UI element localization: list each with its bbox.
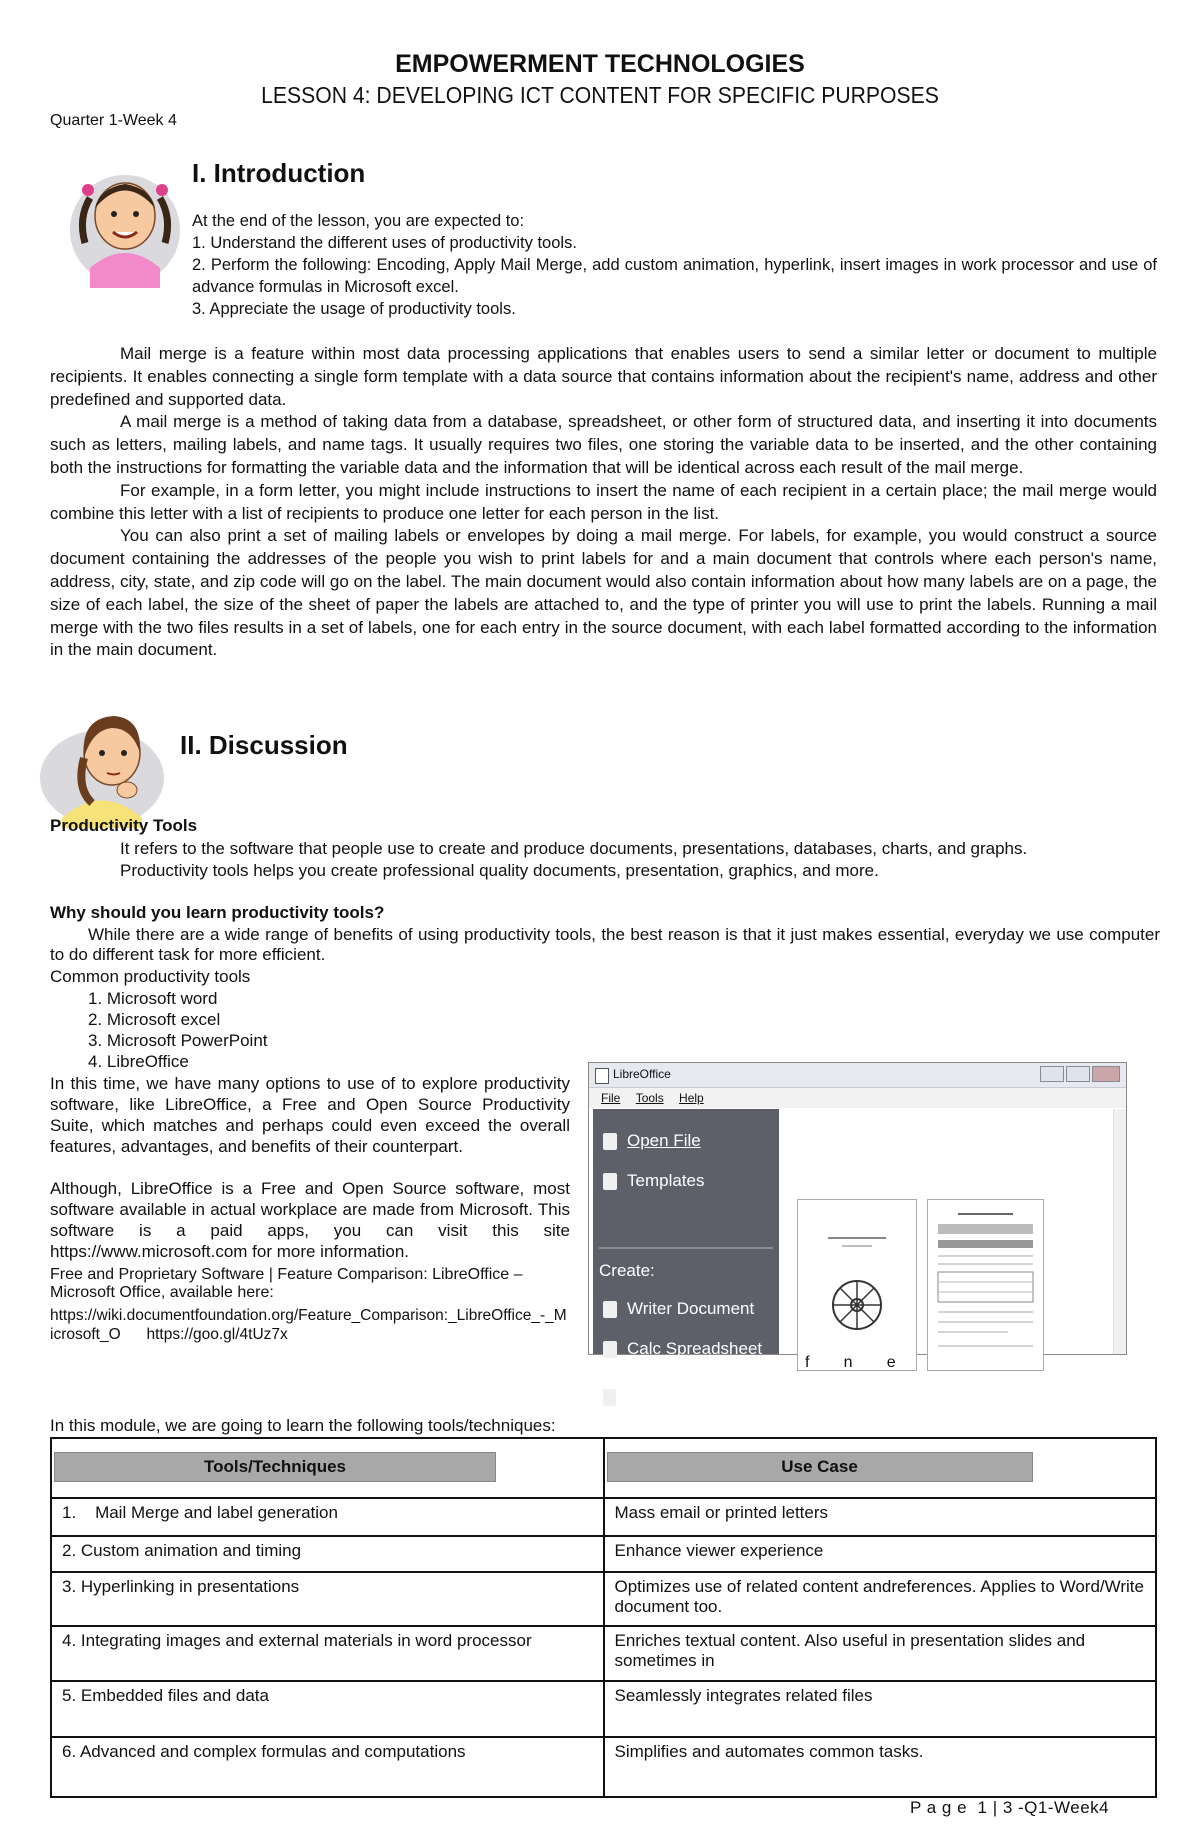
impress-icon (603, 1389, 616, 1406)
table-cell: Simplifies and automates common tasks. (604, 1737, 1157, 1797)
image-caption-fragments: f n e (805, 1354, 898, 1371)
table-cell: 5. Embedded files and data (51, 1681, 604, 1737)
app-icon (595, 1068, 609, 1084)
productivity-tools-text (120, 838, 1160, 882)
table-cell: Mass email or printed letters (604, 1498, 1157, 1536)
recent-documents-area (779, 1109, 1114, 1354)
short-link[interactable]: https://goo.gl/4tUz7x (146, 1326, 288, 1343)
table-row (51, 1536, 1156, 1572)
girl-avatar-icon (60, 158, 190, 288)
thinking-girl-avatar-icon (32, 698, 167, 828)
table-cell: 2. Custom animation and timing (51, 1536, 604, 1572)
folder-icon (603, 1133, 617, 1150)
calc-item: Calc Spreadsheet (603, 1339, 762, 1359)
paragraph: While there are a wide range of benefits of using productivity tools, the best reason is that it just makes essential, everyday we use computer to do different task for more efficient. (50, 925, 1160, 964)
templates-item: Templates (603, 1171, 704, 1191)
objective-item: 3. Appreciate the usage of productivity tools. (192, 300, 516, 318)
start-center-sidebar (593, 1109, 779, 1416)
comparison-line: Free and Proprietary Software | Feature Comparison: LibreOffice – Microsoft Office, available here: (50, 1266, 523, 1301)
document-title: EMPOWERMENT TECHNOLOGIES (395, 50, 805, 78)
menu-bar (589, 1088, 1126, 1108)
table-header-row (51, 1438, 1156, 1498)
scrollbar (1113, 1109, 1126, 1354)
maximize-icon (1066, 1066, 1090, 1082)
discussion-heading: II. Discussion (180, 730, 348, 760)
paragraph: You can also print a set of mailing labels or envelopes by doing a mail merge. For labels, for example, you would construct a source document containing the addresses of the people you wish to print labels for and a main document that controls where each person's name, address, city, state, and zip code will go on the label. The main document would also contain information about how many labels are on a page, the size of each label, the size of the sheet of paper the labels are attached to, and the type of printer you will use to print the labels. Running a mail merge with the two files results in a set of labels, one for each entry in the source document, with each label formatted according to the information in the main document. (50, 526, 1157, 660)
menu-tools: Tools (635, 1091, 664, 1105)
productivity-tools-heading: Productivity Tools (50, 816, 198, 835)
paragraph: Productivity tools helps you create professional quality documents, presentation, graphics, and more. (120, 861, 879, 880)
table-cell: Enhance viewer experience (604, 1536, 1157, 1572)
table-cell: Enriches textual content. Also useful in presentation slides and sometimes in (604, 1626, 1157, 1681)
paragraph: A mail merge is a method of taking data from a database, spreadsheet, or other form of structured data, and inserting it into documents such as letters, mailing labels, and name tags. It usually requires two files, one storing the variable data to be inserted, and the other containing both the instructions for formatting the variable data and the information that will be identical across each result of the mail merge. (50, 412, 1157, 477)
wiki-link[interactable]: https://wiki.documentfoundation.org/Feature_Comparison:_LibreOffice_-_Microsoft_O (50, 1307, 567, 1343)
libreoffice-text-column (50, 1073, 570, 1344)
window-title: LibreOffice (613, 1067, 671, 1081)
calc-icon (603, 1341, 617, 1358)
table-cell: Optimizes use of related content andreferences. Applies to Word/Write document too. (604, 1572, 1157, 1626)
document-thumbnail (927, 1199, 1044, 1371)
table-row (51, 1572, 1156, 1626)
table-cell: Seamlessly integrates related files (604, 1681, 1157, 1737)
list-item: 1. Microsoft word (88, 989, 218, 1008)
open-file-item: Open File (603, 1131, 701, 1151)
table-cell: 1. Mail Merge and label generation (51, 1498, 604, 1536)
paragraph: In this time, we have many options to use of to explore productivity software, like LibreOffice, a Free and Open Source Productivity Suite, which matches and perhaps could even exceed the overall features, advantages, and benefits of their counterpart. (50, 1074, 570, 1156)
table-header: Tools/Techniques (51, 1438, 604, 1498)
quarter-label: Quarter 1-Week 4 (50, 112, 177, 129)
comparison-link[interactable] (50, 1306, 570, 1344)
wheel-icon (798, 1200, 916, 1370)
writer-item: Writer Document (603, 1299, 754, 1319)
list-item: 3. Microsoft PowerPoint (88, 1031, 268, 1050)
common-tools-label: Common productivity tools (50, 967, 251, 986)
page-footer: P a g e 1 | 3 -Q1-Week4 (910, 1798, 1110, 1817)
module-intro: In this module, we are going to learn the following tools/techniques: (50, 1416, 556, 1435)
table-cell: 3. Hyperlinking in presentations (51, 1572, 604, 1626)
lesson-subtitle: LESSON 4: DEVELOPING ICT CONTENT FOR SPECIFIC PURPOSES (261, 82, 939, 108)
impress-item: Impress Presentation (603, 1377, 779, 1417)
objectives-lead: At the end of the lesson, you are expected to: (192, 212, 525, 230)
table-cell: 6. Advanced and complex formulas and computations (51, 1737, 604, 1797)
why-learn-heading: Why should you learn productivity tools? (50, 903, 385, 922)
minimize-icon (1040, 1066, 1064, 1082)
menu-help: Help (679, 1091, 704, 1105)
mail-merge-text (50, 343, 1157, 662)
table-row (51, 1737, 1156, 1797)
paragraph: For example, in a form letter, you might include instructions to insert the name of each recipient in a certain place; the mail merge would combine this letter with a list of recipients to produce one letter for each person in the list. (50, 480, 1157, 523)
menu-file: File (601, 1091, 621, 1105)
table-cell: 4. Integrating images and external materials in word processor (51, 1626, 604, 1681)
form-document-icon (928, 1200, 1043, 1370)
objective-item: 2. Perform the following: Encoding, Apply Mail Merge, add custom animation, hyperlink, insert images in work processor and use of advance formulas in Microsoft excel. (192, 256, 1157, 296)
template-icon (603, 1173, 617, 1190)
close-icon (1092, 1066, 1120, 1082)
table-row (51, 1681, 1156, 1737)
create-label: Create: (599, 1261, 655, 1280)
paragraph: It refers to the software that people use to create and produce documents, presentations, databases, charts, and graphs. (120, 839, 1028, 858)
paragraph: Mail merge is a feature within most data processing applications that enables users to send a similar letter or document to multiple recipients. It enables connecting a single form template with a data source that contains information about the recipient's name, address and other predefined and supported data. (50, 344, 1157, 409)
table-row (51, 1626, 1156, 1681)
list-item: 4. LibreOffice (88, 1052, 189, 1071)
introduction-heading: I. Introduction (192, 158, 366, 188)
objective-item: 1. Understand the different uses of productivity tools. (192, 234, 577, 252)
document-thumbnail (797, 1199, 917, 1371)
table-row (51, 1498, 1156, 1536)
list-item: 2. Microsoft excel (88, 1010, 221, 1029)
paragraph: Although, LibreOffice is a Free and Open Source software, most software available in actual workplace are made from Microsoft. This software is a paid apps, you can visit this site https://www.microsoft.com for more information. (50, 1179, 570, 1261)
writer-icon (603, 1301, 617, 1318)
divider (599, 1247, 773, 1249)
tools-table (50, 1437, 1157, 1798)
window-titlebar (589, 1063, 1126, 1088)
objectives-block (192, 210, 1157, 320)
why-learn-text (50, 925, 1160, 965)
table-header: Use Case (604, 1438, 1157, 1498)
common-tools-list (88, 988, 268, 1072)
